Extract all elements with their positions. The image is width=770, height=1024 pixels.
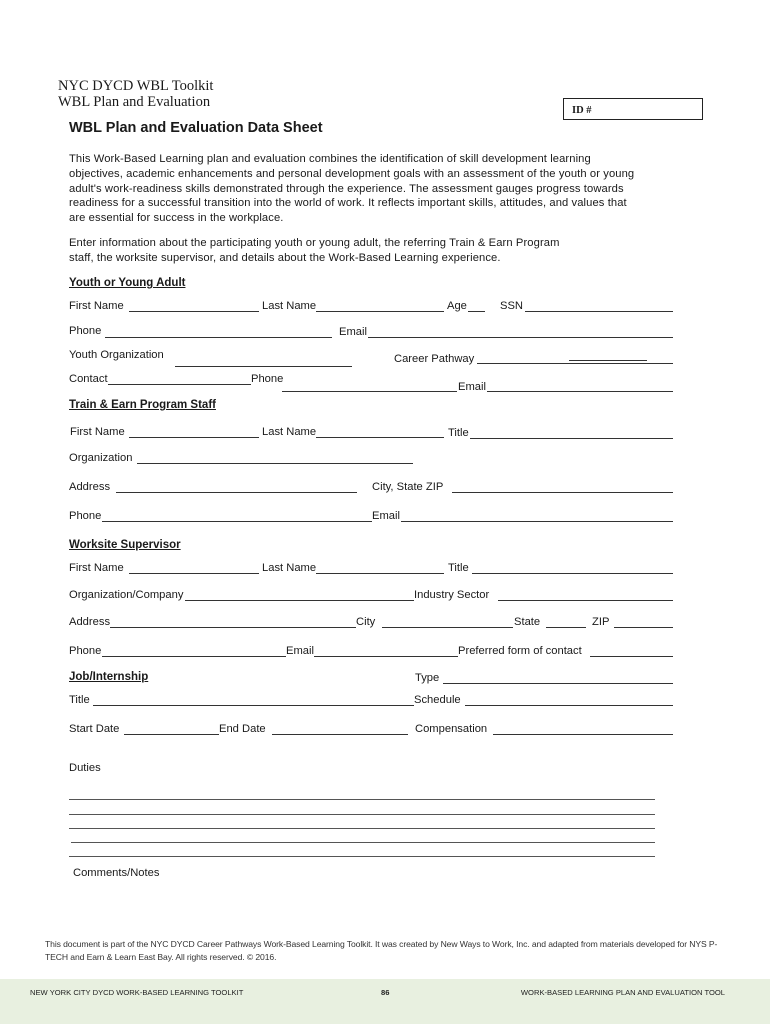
staff-first-name-field[interactable] xyxy=(129,437,259,438)
instructions-paragraph xyxy=(69,236,669,266)
section-supervisor-heading: Worksite Supervisor xyxy=(69,539,181,551)
youth-contact-email-field[interactable] xyxy=(487,391,673,392)
end-date-label: End Date xyxy=(219,723,266,735)
staff-last-name-field[interactable] xyxy=(316,437,444,438)
page-number: 86 xyxy=(381,988,390,997)
supervisor-org-label: Organization/Company xyxy=(69,589,184,601)
supervisor-zip-label: ZIP xyxy=(592,616,610,628)
youth-email-label: Email xyxy=(339,326,367,338)
staff-organization-label: Organization xyxy=(69,452,133,464)
staff-email-field[interactable] xyxy=(401,521,673,522)
youth-phone-field[interactable] xyxy=(105,337,332,338)
footer-left-text: NEW YORK CITY DYCD WORK-BASED LEARNING TOOLKIT xyxy=(30,988,244,997)
intro-line: adult's work-readiness skills demonstrated through the experience. The assessment gauges progress towards xyxy=(69,182,624,195)
supervisor-city-label: City xyxy=(356,616,376,628)
youth-organization-field[interactable] xyxy=(175,366,352,367)
id-label: ID # xyxy=(572,105,592,116)
supervisor-first-name-field[interactable] xyxy=(129,573,259,574)
toolkit-title: NYC DYCD WBL Toolkit xyxy=(58,78,214,94)
youth-age-label: Age xyxy=(447,300,467,312)
youth-last-name-label: Last Name xyxy=(262,300,317,312)
duties-line[interactable] xyxy=(71,842,655,843)
staff-phone-field[interactable] xyxy=(102,521,372,522)
end-date-field[interactable] xyxy=(272,734,408,735)
career-pathway-field[interactable] xyxy=(477,363,673,364)
duties-line[interactable] xyxy=(69,828,655,829)
section-youth-heading: Youth or Young Adult xyxy=(69,277,186,289)
copyright-note: This document is part of the NYC DYCD Career Pathways Work-Based Learning Toolkit. It was created by New Ways to Work, Inc. and adapted from materials developed for NYS P-TECH and Earn & Learn East Bay. All rights reserved. © 2016. xyxy=(45,939,718,962)
preferred-contact-label: Preferred form of contact xyxy=(458,645,582,657)
start-date-field[interactable] xyxy=(124,734,219,735)
id-field[interactable] xyxy=(563,98,703,120)
staff-address-field[interactable] xyxy=(116,492,357,493)
supervisor-city-field[interactable] xyxy=(382,627,513,628)
section-job-heading: Job/Internship xyxy=(69,671,149,683)
youth-contact-phone-field[interactable] xyxy=(282,391,457,392)
start-date-label: Start Date xyxy=(69,723,120,735)
duties-line[interactable] xyxy=(69,856,655,857)
youth-ssn-field[interactable] xyxy=(525,311,673,312)
youth-first-name-label: First Name xyxy=(69,300,124,312)
staff-title-field[interactable] xyxy=(470,438,673,439)
staff-organization-field[interactable] xyxy=(137,463,413,464)
footer-bar xyxy=(0,979,770,1024)
youth-phone-label: Phone xyxy=(69,325,102,337)
industry-sector-label: Industry Sector xyxy=(414,589,490,601)
youth-ssn-label: SSN xyxy=(500,300,524,312)
supervisor-last-name-field[interactable] xyxy=(316,573,444,574)
comments-label: Comments/Notes xyxy=(73,867,160,879)
intro-line: objectives, academic enhancements and personal development goals with an assessment of the youth or young xyxy=(69,167,635,180)
youth-organization-label: Youth Organization xyxy=(69,349,164,361)
footer-right-text: WORK-BASED LEARNING PLAN AND EVALUATION TOOL xyxy=(520,988,725,997)
intro-paragraph xyxy=(69,152,669,226)
supervisor-address-label: Address xyxy=(69,616,111,628)
supervisor-state-label: State xyxy=(514,616,541,628)
schedule-field[interactable] xyxy=(465,705,673,706)
supervisor-phone-label: Phone xyxy=(69,645,102,657)
staff-first-name-label: First Name xyxy=(70,426,125,438)
intro-line: readiness for a successful transition into the world of work. It reflects important skills, attitudes, and values that xyxy=(69,197,627,210)
schedule-label: Schedule xyxy=(414,694,461,706)
instructions-line: Enter information about the participating youth or young adult, the referring Train & Earn Program xyxy=(69,237,560,249)
supervisor-org-field[interactable] xyxy=(185,600,414,601)
intro-line: are essential for success in the workplace. xyxy=(69,212,284,225)
supervisor-first-name-label: First Name xyxy=(69,562,124,574)
duties-line[interactable] xyxy=(69,814,655,815)
youth-last-name-field[interactable] xyxy=(316,311,444,312)
preferred-contact-field[interactable] xyxy=(590,656,673,657)
youth-contact-phone-label: Phone xyxy=(251,373,284,385)
job-type-field[interactable] xyxy=(443,683,673,684)
youth-email-field[interactable] xyxy=(368,337,673,338)
supervisor-address-field[interactable] xyxy=(110,627,356,628)
staff-phone-label: Phone xyxy=(69,510,102,522)
staff-last-name-label: Last Name xyxy=(262,426,317,438)
supervisor-email-field[interactable] xyxy=(314,656,458,657)
industry-sector-field[interactable] xyxy=(498,600,673,601)
compensation-label: Compensation xyxy=(415,723,488,735)
duties-label: Duties xyxy=(69,762,101,774)
job-title-label: Title xyxy=(69,694,90,706)
youth-age-field[interactable] xyxy=(468,311,485,312)
supervisor-phone-field[interactable] xyxy=(102,656,286,657)
compensation-field[interactable] xyxy=(493,734,673,735)
staff-address-label: Address xyxy=(69,481,111,493)
career-pathway-extra-line xyxy=(569,360,647,361)
supervisor-zip-field[interactable] xyxy=(614,627,673,628)
supervisor-email-label: Email xyxy=(286,645,314,657)
instructions-line: staff, the worksite supervisor, and details about the Work-Based Learning experience. xyxy=(69,251,501,264)
section-staff-heading: Train & Earn Program Staff xyxy=(69,399,216,411)
page-title: WBL Plan and Evaluation Data Sheet xyxy=(69,120,323,136)
intro-line: This Work-Based Learning plan and evaluation combines the identification of skill development learning xyxy=(69,153,591,165)
youth-contact-label: Contact xyxy=(69,373,108,385)
staff-city-state-zip-field[interactable] xyxy=(452,492,673,493)
supervisor-title-field[interactable] xyxy=(472,573,673,574)
job-type-label: Type xyxy=(415,672,440,684)
supervisor-last-name-label: Last Name xyxy=(262,562,317,574)
youth-first-name-field[interactable] xyxy=(129,311,259,312)
supervisor-state-field[interactable] xyxy=(546,627,586,628)
supervisor-title-label: Title xyxy=(448,562,469,574)
staff-city-state-zip-label: City, State ZIP xyxy=(372,481,444,493)
toolkit-subtitle: WBL Plan and Evaluation xyxy=(58,94,211,110)
youth-contact-field[interactable] xyxy=(108,384,251,385)
career-pathway-label: Career Pathway xyxy=(394,353,475,365)
staff-title-label: Title xyxy=(448,427,469,439)
staff-email-label: Email xyxy=(372,510,400,522)
youth-contact-email-label: Email xyxy=(458,381,486,393)
duties-line[interactable] xyxy=(69,799,655,800)
job-title-field[interactable] xyxy=(93,705,414,706)
